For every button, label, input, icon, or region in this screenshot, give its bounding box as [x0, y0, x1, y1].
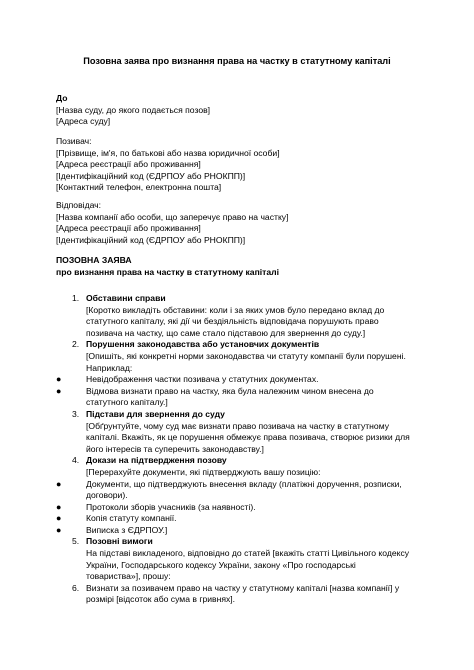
court-line: [Назва суду, до якого подається позов] [56, 104, 211, 115]
bullet-dot-icon: ● [56, 524, 62, 535]
bullet-item [56, 513, 428, 525]
item-body-line: На підставі викладеного, відповідно до статей [вкажіть статті Цивільного кодексу [86, 548, 410, 559]
defendant-line: [Ідентифікаційний код (ЄДРПОУ або РНОКПП)] [56, 234, 246, 245]
item-body-line: [Опишіть, які конкретні норми законодавства чи статуту компанії були порушені. [86, 350, 406, 361]
item-body-line: [Обґрунтуйте, чому суд має визнати право позивача на частку в статутному [86, 420, 390, 431]
plaintiff-line: [Ідентифікаційний код (ЄДРПОУ або РНОКПП)] [56, 170, 246, 181]
item-body-line: [Перерахуйте документи, які підтверджують вашу позицію: [86, 466, 321, 477]
court-line: [Адреса суду] [56, 116, 111, 127]
bullet-dot-icon: ● [56, 513, 62, 524]
claim-item [56, 583, 428, 606]
bullet-item [56, 374, 428, 386]
item-number: 6. [72, 582, 80, 593]
item-heading: Обставини справи [86, 293, 166, 303]
defendant-block [56, 200, 426, 246]
bullet-line: Відмова визнати право на частку, яка була належним чином внесена до [86, 385, 374, 396]
item-body-line: розмірі [відсоток або сума в гривнях]. [86, 594, 236, 605]
item-heading: Підстави для звернення до суду [86, 408, 225, 419]
bullet-line: Документи, що підтверджують внесення вкладу (платіжні доручення, розписки, [86, 478, 402, 489]
item-body-line: Визнати за позивачем право на частку у статутному капіталі [назва компанії] у [86, 582, 400, 593]
bullet-line: договори). [86, 490, 128, 501]
defendant-line: [Назва компанії або особи, що заперечує право на частку] [56, 211, 289, 222]
item-body-line: України, Господарського кодексу України, закону «Про господарські [86, 559, 356, 570]
bullet-dot-icon: ● [56, 374, 62, 385]
claim-item [56, 455, 428, 478]
item-body-line: Наприклад: [86, 362, 133, 373]
bullet-item [56, 479, 428, 502]
item-heading: Позовні вимоги [86, 536, 153, 547]
claim-item [56, 293, 428, 339]
defendant-label: Відповідач: [56, 200, 102, 210]
claim-item [56, 339, 428, 374]
plaintiff-block [56, 136, 426, 194]
item-body-line: статутного капіталу, які дії чи бездіяльність відповідача порушують право [86, 316, 379, 327]
item-number: 2. [72, 339, 80, 350]
claim-item [56, 536, 428, 582]
item-body-line: його інтересів та суперечить законодавству.] [86, 443, 264, 454]
item-number: 1. [72, 293, 80, 303]
claim-heading: ПОЗОВНА ЗАЯВА [56, 255, 132, 265]
plaintiff-line: [Контактний телефон, електронна пошта] [56, 182, 222, 193]
bullet-dot-icon: ● [56, 478, 62, 489]
item-heading: Порушення законодавства або установчих документів [86, 339, 320, 350]
bullet-item [56, 502, 428, 514]
bullet-line: Виписка з ЄДРПОУ.] [86, 524, 168, 535]
plaintiff-line: [Прізвище, ім'я, по батькові або назва юридичної особи] [56, 147, 280, 158]
item-heading: Докази на підтвердження позову [86, 455, 227, 466]
item-number: 4. [72, 455, 80, 466]
bullet-item [56, 525, 428, 537]
item-body-line: товариства»], прошу: [86, 571, 171, 582]
bullet-dot-icon: ● [56, 501, 62, 512]
court-block [56, 93, 426, 128]
item-number: 5. [72, 536, 80, 547]
bullet-line: статутного капіталу.] [86, 397, 168, 408]
item-body-line: капіталі. Вкажіть, як це порушення обмежує права позивача, створює ризики для [86, 432, 410, 443]
document-title: Позовна заява про визнання права на частку в статутному капіталі [83, 56, 391, 66]
defendant-line: [Адреса реєстрації або проживання] [56, 223, 201, 234]
item-body-line: позивача на частку, що саме стало підставою для звернення до суду.] [86, 327, 366, 338]
claim-item [56, 409, 428, 455]
bullet-line: Протоколи зборів учасників (за наявності). [86, 501, 256, 512]
bullet-item [56, 386, 428, 409]
court-label: До [56, 93, 68, 103]
claim-heading-block [56, 255, 426, 278]
claim-items-list [56, 293, 428, 606]
bullet-line: Невідображення частки позивача у статутних документах. [86, 374, 319, 385]
bullet-line: Копія статуту компанії. [86, 513, 177, 524]
item-body-line: [Коротко викладіть обставини: коли і за яких умов було передано вклад до [86, 304, 385, 315]
bullet-dot-icon: ● [56, 385, 62, 396]
plaintiff-line: [Адреса реєстрації або проживання] [56, 159, 201, 170]
claim-subheading: про визнання права на частку в статутному капіталі [56, 266, 279, 277]
item-number: 3. [72, 408, 80, 419]
plaintiff-label: Позивач: [56, 136, 92, 146]
